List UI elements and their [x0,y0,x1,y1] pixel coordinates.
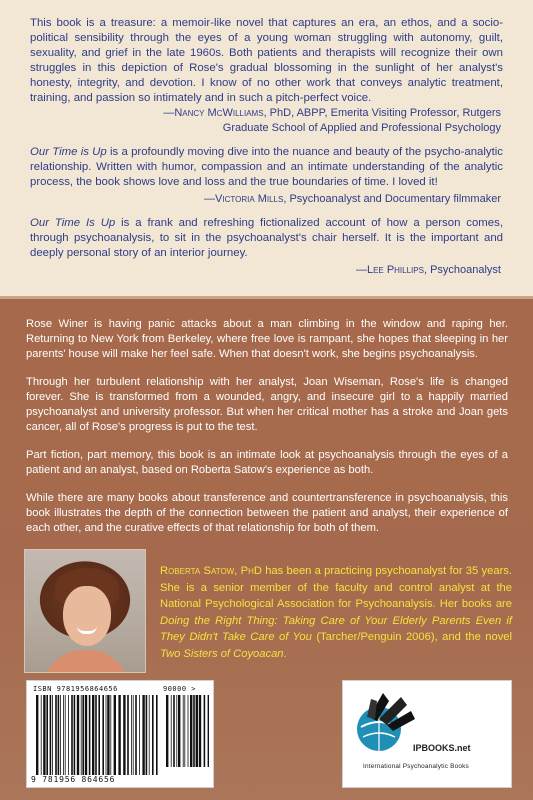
isbn-barcode [26,680,214,788]
publisher-name: IPBOOKS.net [413,743,471,753]
author-name: Roberta Satow, PhD [160,565,262,577]
globe-books-icon [349,687,419,757]
attribution-credentials-2: , Psychoanalyst and Documentary filmmaker [283,193,501,205]
attribution-credentials-3: , Psychoanalyst [423,264,501,276]
attribution-name-3: —Lee Phillips [355,264,424,276]
author-photo [24,549,146,673]
praise-panel [0,0,533,296]
price-code: 90000 > [163,685,197,693]
praise-attribution-3 [30,263,503,278]
photo-shirt [43,650,129,673]
isbn-label: ISBN 9781956864656 [33,685,118,693]
author-bio [160,563,512,662]
description-panel [0,296,533,800]
description-paragraph-1: Rose Winer is having panic attacks about a man climbing in the window and raping her. Returning to New York from Berkeley, where free love is rampant, she hopes that sleeping in her parents' house will make her feel safe. When that doesn't work, she begins psychoanalysis. [26,318,508,360]
praise-quote-3 [30,216,503,261]
praise-attribution-1 [30,106,503,121]
author-book-1: Doing the Right Thing: Taking Care of Your Elderly Parents Even if They Didn't Take Care of You [160,614,512,643]
praise-quote-2-text: is a profoundly moving dive into the nuance and beauty of the psycho-analytic relationship. Written with humor, compassion and an intimate understanding of the analytic process, the book shows love and loss and the true boundaries of time. I loved it! [30,146,504,188]
praise-quote-1: This book is a treasure: a memoir-like novel that captures an era, an ethos, and a socio-political sensibility through the eyes of a young woman struggling with autonomy, guilt, sexuality, and grief in the late 1960s. Both patients and therapists will recognize their own struggles in this depiction of Rose's gradual blossoming in the sunlight of her analyst's honesty, integrity, and devotion. I know of no other work that conveys analytic treatment, training, and passion so intimately and in such a pitch-perfect voice. [30,17,503,104]
attribution-name-2: —Victoria Mills [204,193,284,205]
publisher-tagline: International Psychoanalytic Books [363,763,469,770]
attribution-credentials-1: , PhD, ABPP, Emerita Visiting Professor, Rutgers [263,107,501,119]
attribution-name-1: —Nancy McWilliams [163,107,264,119]
book-title-ref-3: Our Time Is Up [30,217,116,229]
author-bio-part-3: . [283,647,287,660]
praise-quote-2 [30,145,503,190]
author-book-2: Two Sisters of Coyoacan [160,647,284,660]
barcode-bars [35,695,159,775]
book-title-ref-2: Our Time is Up [30,146,107,158]
author-bio-part-1: has been a practicing psychoanalyst for 35 years. She is a senior member of the faculty and control analyst at the National Psychological Association for Psychoanalysis. Her books are [160,565,512,610]
praise-attribution-1-line-2: Graduate School of Applied and Professional Psychology [222,122,501,134]
barcode-addon-bars [165,695,209,767]
praise-quote-3-text: is a frank and refreshing fictionalized account of how a person comes, through psychoanalysis, to sit in the psychoanalyst's chair herself. It is the important and deeply personal story of an interior journey. [30,217,503,259]
author-bio-part-2: (Tarcher/Penguin 2006), and the novel [311,631,512,643]
book-description [26,317,508,549]
photo-face [63,586,111,646]
description-paragraph-3: Part fiction, part memory, this book is an intimate look at psychoanalysis through the eyes of a patient and an analyst, based on Roberta Satow's experience as both. [26,449,508,476]
description-paragraph-4: While there are many books about transference and countertransference in psychoanalysis, this book illustrates the depth of the connection between the patient and analyst, their experience of each other, and the curative effects of that relationship for both of them. [26,492,508,534]
isbn-digits: 9 781956 864656 [31,775,116,784]
publisher-logo [342,680,512,788]
praise-attribution-2 [30,192,503,207]
description-paragraph-2: Through her turbulent relationship with her analyst, Joan Wiseman, Rose's life is changed forever. She is transformed from a wounded, angry, and insecure girl to a happily married psychoanalyst and university professor. But when her critical mother has a stroke and Joan gets cancer, all of Rose's progress is put to the test. [26,376,508,433]
